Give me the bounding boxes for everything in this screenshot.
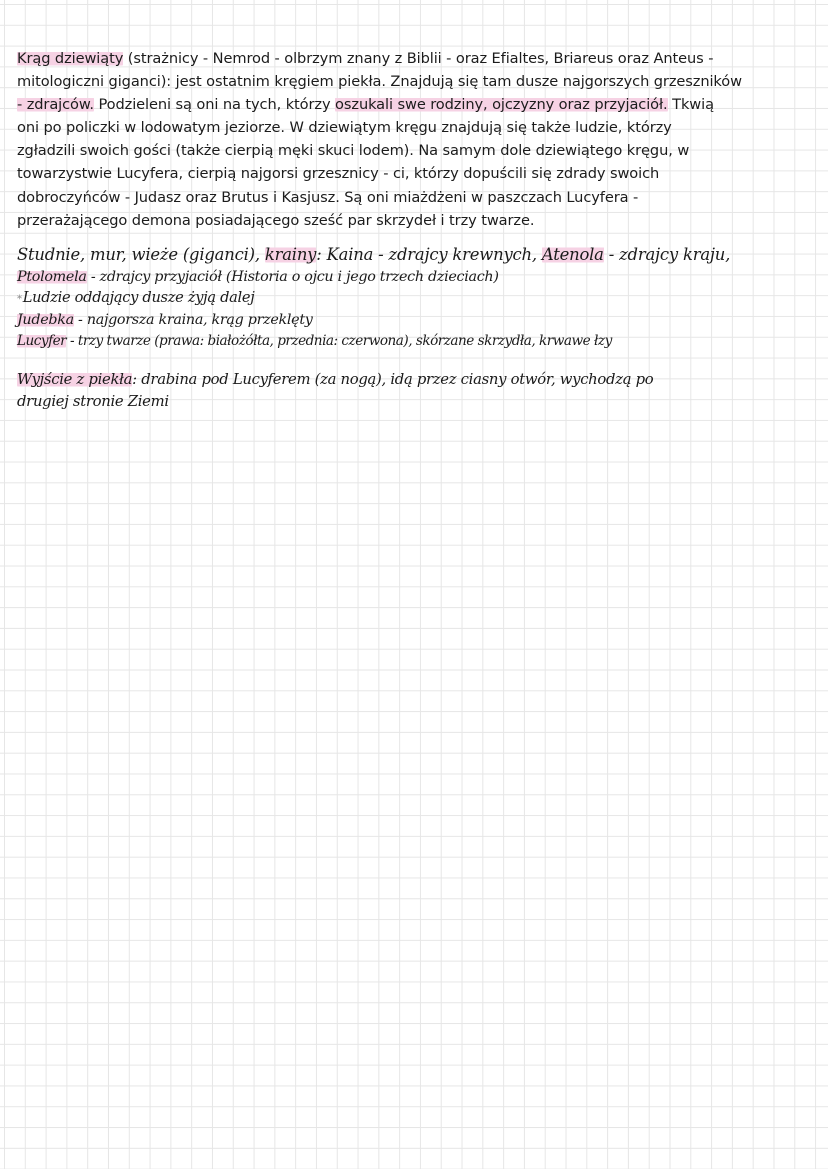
handwritten-line: Studnie, mur, wieże (giganci), krainy: Kaina - zdrajcy krewnych, Atenola - zdrajcy kraju, (17, 244, 731, 264)
paragraph-line: - zdrajców. Podzieleni są oni na tych, którzy oszukali swe rodziny, ojczyzny oraz przyjaciół. Tkwią (17, 96, 714, 114)
highlighted-phrase: oszukali swe rodziny, ojczyzny oraz przyjaciół. (335, 96, 668, 114)
typed-paragraph (17, 47, 817, 232)
paragraph-line: dobroczyńców - Judasz oraz Brutus i Kasjusz. Są oni miażdżeni w paszczach Lucyfera - (17, 188, 639, 206)
handwritten-line: drugiej stronie Ziemi (17, 392, 169, 410)
highlighted-term: Krąg dziewiąty (17, 50, 124, 67)
paragraph-line: Krąg dziewiąty (strażnicy - Nemrod - olbrzym znany z Biblii - oraz Efialtes, Briareus oraz Anteus - (17, 50, 714, 67)
highlighted-term: krainy (264, 244, 317, 264)
highlighted-term: Judebka (17, 311, 74, 328)
highlighted-term: Atenola (541, 244, 604, 264)
handwritten-line: Ptolomela - zdrajcy przyjaciół (Historia o ojcu i jego trzech dzieciach) (17, 268, 499, 285)
handwritten-line: Judebka - najgorsza kraina, krąg przeklęty (17, 311, 313, 328)
highlighted-term: Wyjście z piekła (17, 370, 133, 388)
paragraph-line: towarzystwie Lucyfera, cierpią najgorsi grzesznicy - ci, którzy dopuścili się zdrady swoich (17, 165, 660, 183)
handwritten-notes (17, 244, 817, 352)
handwritten-exit (17, 369, 817, 413)
notebook-page (17, 47, 817, 413)
paragraph-line: mitologiczni giganci): jest ostatnim kręgiem piekła. Znajdują się tam dusze najgorszych grzeszników (17, 73, 742, 91)
highlighted-term: - zdrajców. (17, 96, 94, 114)
handwritten-line: Lucyfer - trzy twarze (prawa: białożółta, przednia: czerwona), skórzane skrzydła, krwawe łzy (17, 332, 612, 349)
paragraph-line: przerażającego demona posiadającego sześć par skrzydeł i trzy twarze. (17, 211, 535, 229)
handwritten-line: Wyjście z piekła: drabina pod Lucyferem (za nogą), idą przez ciasny otwór, wychodzą po (17, 370, 654, 388)
paragraph-line: oni po policzki w lodowatym jeziorze. W dziewiątym kręgu znajdują się także ludzie, którzy (17, 119, 672, 137)
paragraph-line: zgładzili swoich gości (także cierpią męki skuci lodem). Na samym dole dziewiątego kręgu, w (17, 142, 690, 160)
highlighted-term: Ptolomela (17, 268, 87, 285)
highlighted-term: Lucyfer (17, 332, 67, 349)
handwritten-line: *Ludzie oddający dusze żyją dalej (17, 288, 255, 306)
star-icon: * (17, 293, 22, 305)
